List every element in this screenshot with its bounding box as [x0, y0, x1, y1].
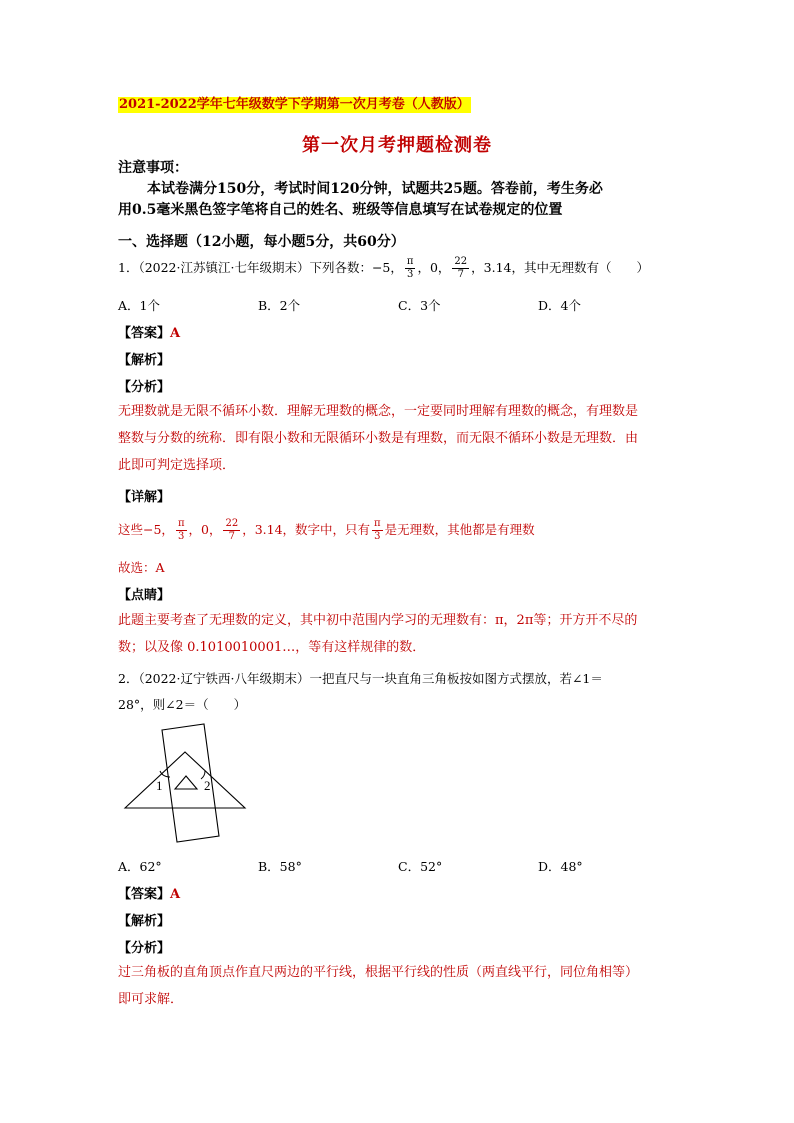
q1-detail-tag: 【详解】: [118, 490, 171, 505]
question-1-stem: [118, 255, 649, 281]
q1-option-c: C．3个: [398, 298, 441, 313]
q1-fenxi-line-1: 无理数就是无限不循环小数．理解无理数的概念，一定要同时理解有理数的概念，有理数是: [118, 404, 639, 419]
inner-triangle-hole: [175, 776, 197, 789]
detail-fraction-pi-over-3-b: $\frac{\pi}{3}$: [374, 518, 381, 542]
q2-option-a: A．62°: [118, 859, 162, 874]
page-title: 第一次月考押题检测卷: [302, 135, 492, 156]
q1-option-a: A．1个: [118, 298, 160, 313]
detail-fraction-22-over-7: $\frac{22}{7}$: [225, 518, 239, 542]
q1-dianjing-line-2: 数；以及像 0.1010010001…，等有这样规律的数．: [118, 640, 426, 655]
q1-answer: 【答案】A: [118, 326, 181, 341]
q1-fenxi-line-2: 整数与分数的统称．即有限小数和无限循环小数是有理数，而无限不循环小数是无理数．由: [118, 431, 639, 446]
q1-fenxi-line-3: 此即可判定选择项．: [118, 458, 236, 473]
q1-stem-part-a: 1．（2022·江苏镇江·七年级期末）下列各数：−5，: [118, 260, 403, 275]
detail-fraction-pi-over-3: $\frac{\pi}{3}$: [177, 518, 185, 542]
q1-option-d: D．4个: [538, 298, 581, 313]
q1-option-b: B．2个: [258, 298, 301, 313]
q2-stem-line-2: 28°，则∠2＝（ ）: [118, 697, 247, 712]
q2-fenxi-text: [118, 959, 638, 1013]
q2-answer: 【答案】A: [118, 887, 181, 902]
q1-dianjing-line-1: 此题主要考查了无理数的定义，其中初中范围内学习的无理数有：π，2π等；开方开不尽的: [118, 613, 638, 628]
q1-dianjing-tag: 【点睛】: [118, 588, 171, 603]
right-triangle-shape: [125, 752, 245, 808]
angle-2-label: 2: [204, 778, 211, 793]
question-2-stem: [118, 666, 603, 718]
q1-detail-text: 这些−5， $\frac{\pi}{3}$ ，0， $\frac{22}{7}$ ，3.14，数字中，只有 $\frac{\pi}{3}$ 是无理数，其他都是有理数: [118, 518, 535, 542]
q1-fenxi-text: [118, 398, 638, 479]
subject-header: 2021-2022学年七年级数学下学期第一次月考卷（人教版）: [119, 97, 470, 112]
q2-fenxi-tag: 【分析】: [118, 941, 171, 956]
notice-heading: 注意事项：: [118, 160, 188, 176]
q2-option-b: B．58°: [258, 859, 302, 874]
q1-dianjing-text: [118, 607, 637, 661]
q2-option-d: D．48°: [538, 859, 583, 874]
q1-choose: 故选：A: [118, 560, 165, 575]
notice-line-2: 用0.5毫米黑色签字笔将自己的姓名、班级等信息填写在试卷规定的位置: [118, 202, 563, 218]
ruler-triangle-figure: [120, 722, 250, 844]
q2-stem-line-1: 2．（2022·辽宁铁西·八年级期末）一把直尺与一块直角三角板按如图方式摆放，若∠1＝: [118, 671, 603, 686]
q2-fenxi-line-1: 过三角板的直角顶点作直尺两边的平行线，根据平行线的性质（两直线平行，同位角相等）: [118, 965, 639, 980]
q1-fenxi-tag: 【分析】: [118, 380, 171, 395]
q2-fenxi-line-2: 即可求解．: [118, 992, 184, 1007]
q1-analysis-tag: 【解析】: [118, 353, 171, 368]
fraction-pi-over-3: $\frac{\pi}{3}$: [406, 256, 414, 280]
q1-stem-part-c: ，3.14，其中无理数有（ ）: [471, 260, 649, 275]
q2-analysis-tag: 【解析】: [118, 914, 171, 929]
fraction-22-over-7: $\frac{22}{7}$: [454, 256, 468, 280]
notice-line-1: 本试卷满分150分，考试时间120分钟，试题共25题。答卷前，考生务必: [147, 181, 603, 197]
q2-option-c: C．52°: [398, 859, 443, 874]
q1-stem-part-b: ，0，: [417, 260, 451, 275]
section-title: 一、选择题（12小题，每小题5分，共60分）: [118, 234, 405, 250]
angle-1-label: 1: [156, 778, 163, 793]
